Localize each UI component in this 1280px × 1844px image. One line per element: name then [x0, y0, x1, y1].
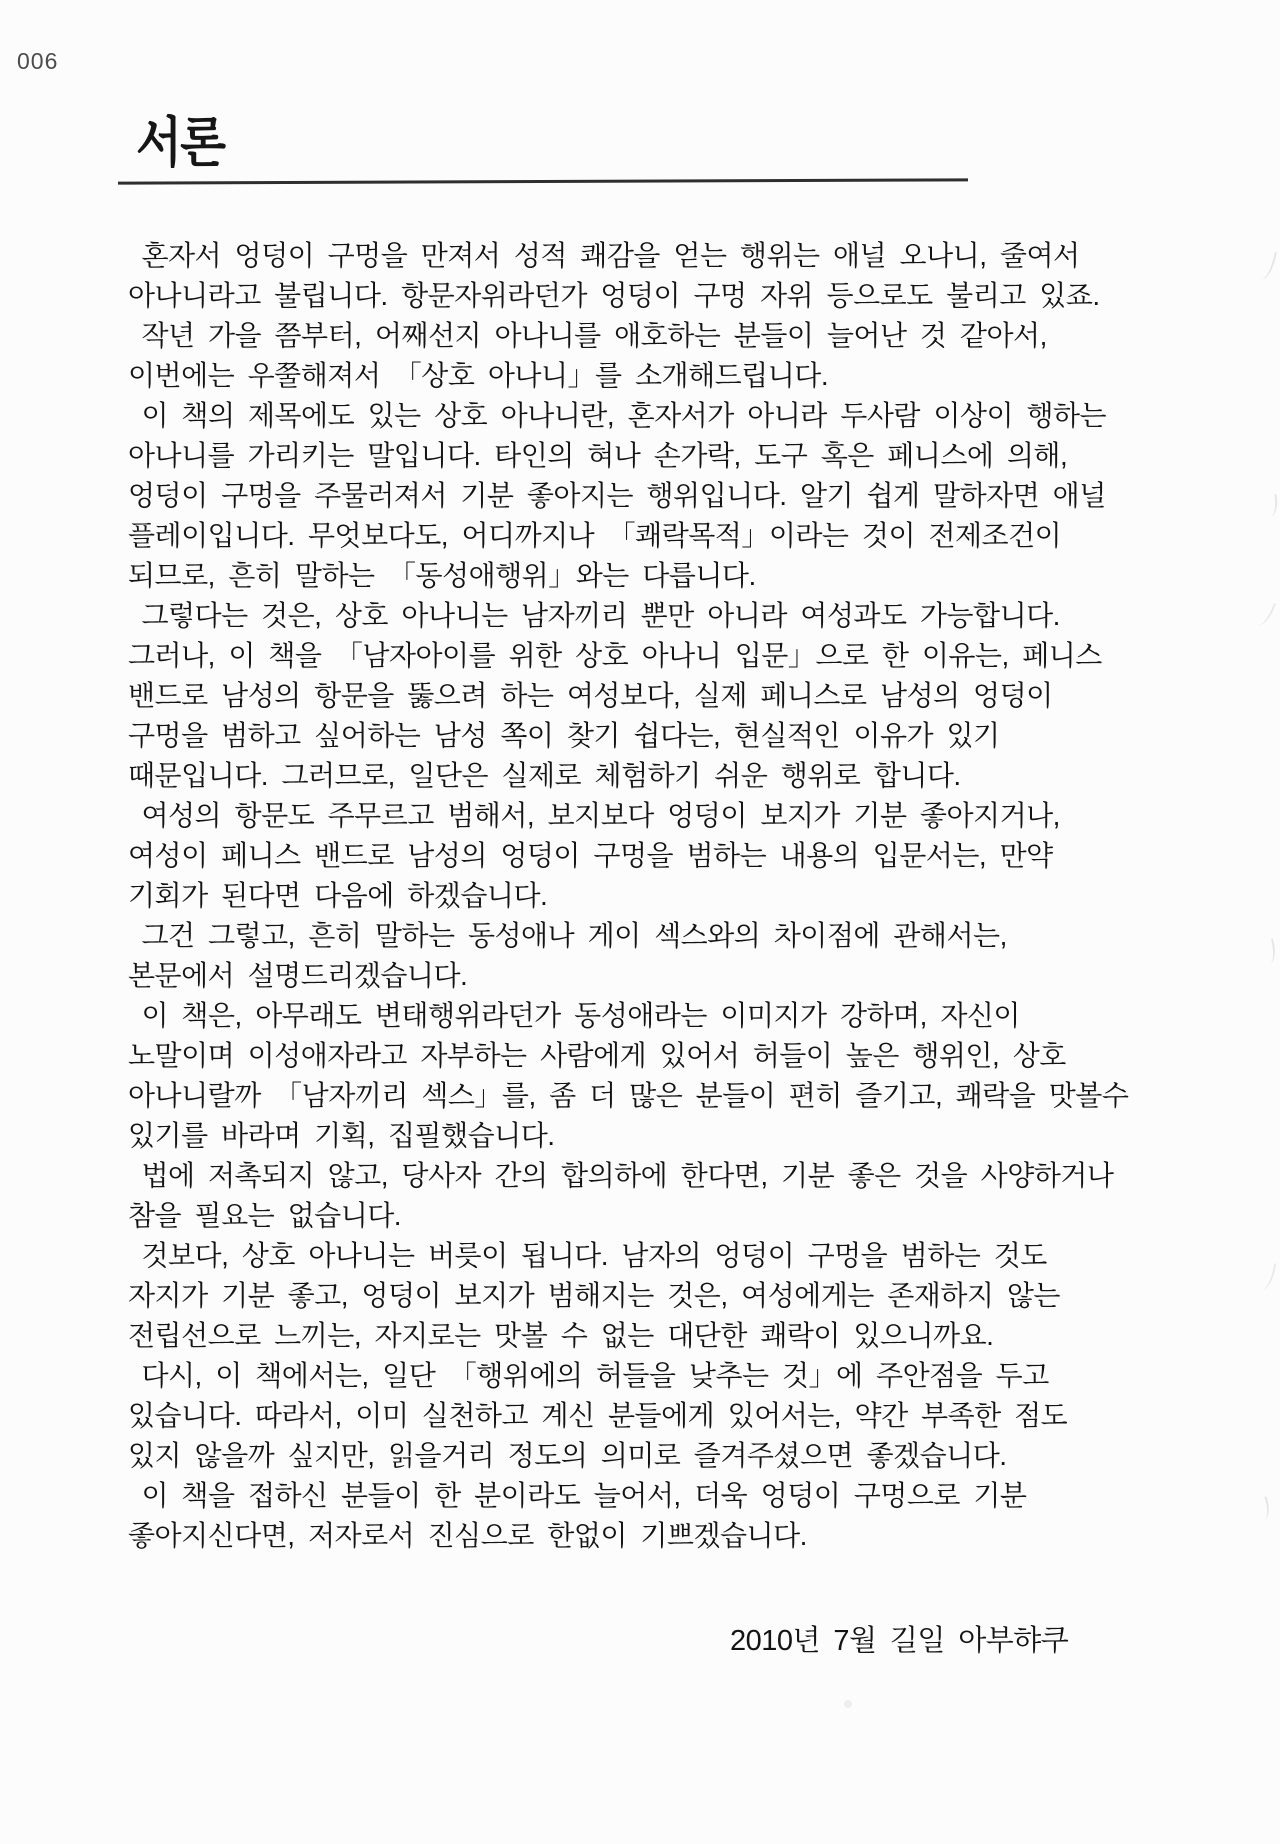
body-line: 그렇다는 것은, 상호 아나니는 남자끼리 뿐만 아니라 여성과도 가능합니다.: [128, 600, 1060, 631]
scan-artifact: [1257, 938, 1278, 965]
body-line: 있지 않을까 싶지만, 읽을거리 정도의 의미로 즐겨주셨으면 좋겠습니다.: [128, 1440, 1007, 1471]
body-line: 것보다, 상호 아나니는 버릇이 됩니다. 남자의 엉덩이 구멍을 범하는 것도: [128, 1240, 1047, 1271]
body-line: 그건 그렇고, 흔히 말하는 동성애나 게이 섹스와의 차이점에 관해서는,: [128, 920, 1007, 951]
scan-artifact: [1251, 1496, 1273, 1522]
page-title: 서론: [136, 113, 225, 173]
page-number: 006: [17, 48, 59, 74]
body-line: 이번에는 우쭐해져서 「상호 아나니」를 소개해드립니다.: [128, 360, 829, 391]
body-line: 작년 가을 쯤부터, 어째선지 아나니를 애호하는 분들이 늘어난 것 같아서,: [128, 320, 1047, 351]
scan-artifact: [844, 1700, 852, 1708]
body-line: 기회가 된다면 다음에 하겠습니다.: [128, 880, 548, 911]
body-line: 엉덩이 구멍을 주물러져서 기분 좋아지는 행위입니다. 알기 쉽게 말하자면 애널: [128, 480, 1106, 511]
body-line: 참을 필요는 없습니다.: [128, 1200, 402, 1231]
body-line: 구멍을 범하고 싶어하는 남성 쪽이 찾기 쉽다는, 현실적인 이유가 있기: [128, 720, 1000, 751]
body-line: 다시, 이 책에서는, 일단 「행위에의 허들을 낮추는 것」에 주안점을 두고: [128, 1360, 1049, 1391]
body-line: 이 책의 제목에도 있는 상호 아나니란, 혼자서가 아니라 두사람 이상이 행하는: [128, 400, 1107, 431]
body-line: 여성의 항문도 주무르고 범해서, 보지보다 엉덩이 보지가 기분 좋아지거나,: [128, 800, 1060, 831]
body-line: 그러나, 이 책을 「남자아이를 위한 상호 아나니 입문」으로 한 이유는, 페니스: [128, 640, 1102, 671]
body-line: 아나니를 가리키는 말입니다. 타인의 혀나 손가락, 도구 혹은 페니스에 의해,: [128, 440, 1068, 471]
author-date-signature: 2010년 7월 길일 아부햐쿠: [730, 1625, 1069, 1657]
body-line: 아나니라고 불립니다. 항문자위라던가 엉덩이 구멍 자위 등으로도 불리고 있죠.: [128, 280, 1100, 311]
body-line: 여성이 페니스 밴드로 남성의 엉덩이 구멍을 범하는 내용의 입문서는, 만약: [128, 840, 1053, 871]
body-line: 전립선으로 느끼는, 자지로는 맛볼 수 없는 대단한 쾌락이 있으니까요.: [128, 1320, 994, 1351]
scan-artifact: [1252, 598, 1276, 628]
title-underline: [118, 178, 968, 184]
body-text: [128, 236, 1129, 1556]
body-line: 혼자서 엉덩이 구멍을 만져서 성적 쾌감을 얻는 행위는 애널 오나니, 줄여서: [128, 240, 1080, 271]
body-line: 본문에서 설명드리겠습니다.: [128, 960, 468, 991]
body-line: 때문입니다. 그러므로, 일단은 실제로 체험하기 쉬운 행위로 합니다.: [128, 760, 961, 791]
scan-artifact: [1256, 1261, 1277, 1291]
title-block: [118, 112, 970, 183]
body-line: 법에 저촉되지 않고, 당사자 간의 합의하에 한다면, 기분 좋은 것을 사양하거나: [128, 1160, 1114, 1191]
body-line: 이 책은, 아무래도 변태행위라던가 동성애라는 이미지가 강하며, 자신이: [128, 1000, 1020, 1031]
body-line: 플레이입니다. 무엇보다도, 어디까지나 「쾌락목적」이라는 것이 전제조건이: [128, 520, 1062, 551]
scan-artifact: [1255, 249, 1277, 282]
scan-artifact: [1261, 494, 1280, 518]
body-line: 되므로, 흔히 말하는 「동성애행위」와는 다릅니다.: [128, 560, 756, 591]
body-line: 노말이며 이성애자라고 자부하는 사람에게 있어서 허들이 높은 행위인, 상호: [128, 1040, 1066, 1071]
body-line: 있습니다. 따라서, 이미 실천하고 계신 분들에게 있어서는, 약간 부족한 점도: [128, 1400, 1068, 1431]
body-line: 있기를 바라며 기획, 집필했습니다.: [128, 1120, 555, 1151]
body-line: 자지가 기분 좋고, 엉덩이 보지가 범해지는 것은, 여성에게는 존재하지 않는: [128, 1280, 1060, 1311]
body-line: 좋아지신다면, 저자로서 진심으로 한없이 기쁘겠습니다.: [128, 1520, 807, 1551]
body-line: 밴드로 남성의 항문을 뚫으려 하는 여성보다, 실제 페니스로 남성의 엉덩이: [128, 680, 1053, 711]
body-line: 이 책을 접하신 분들이 한 분이라도 늘어서, 더욱 엉덩이 구멍으로 기분: [128, 1480, 1027, 1511]
body-line: 아나니랄까 「남자끼리 섹스」를, 좀 더 많은 분들이 편히 즐기고, 쾌락을 맛볼수: [128, 1080, 1129, 1111]
